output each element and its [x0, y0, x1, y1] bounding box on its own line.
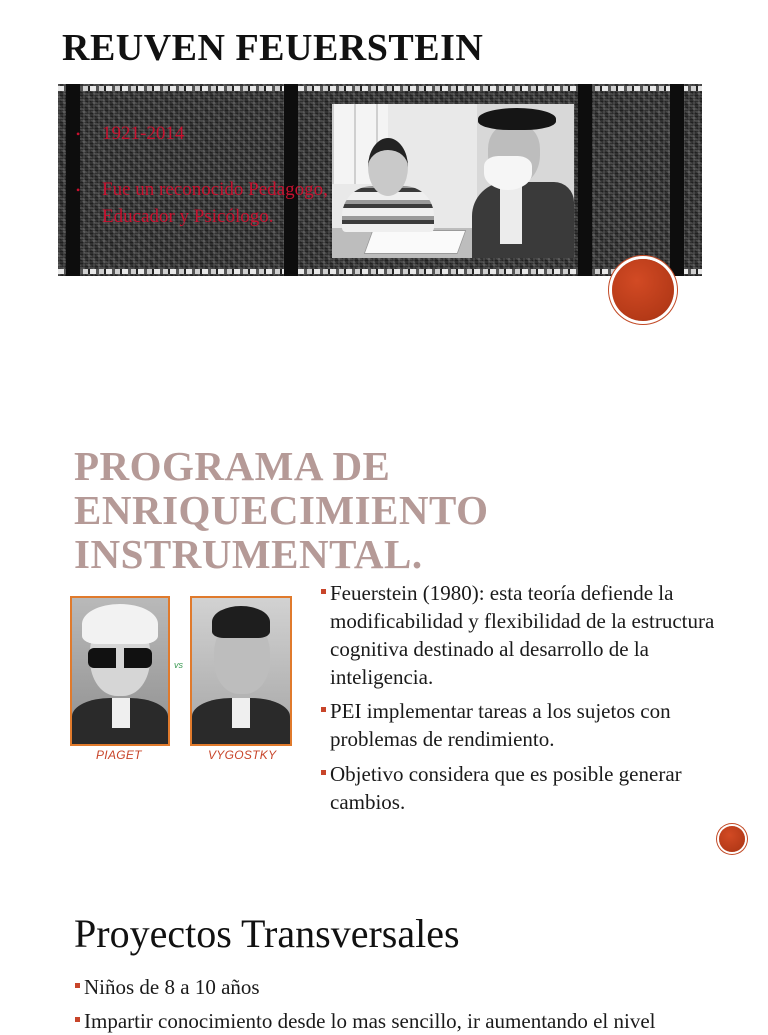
decorative-orange-circle: [612, 259, 674, 321]
bullet-square-icon: [321, 770, 326, 775]
slide1-bullet-description: [76, 176, 332, 230]
bullet-square-icon: [75, 1017, 80, 1022]
bullet-text: Niños de 8 a 10 años: [84, 975, 260, 999]
vs-label: vs: [174, 660, 183, 670]
bullet-text: Objetivo considera que es posible generar cambios.: [330, 762, 682, 814]
slide2-bullet: [330, 579, 730, 691]
bullet-text: 1921-2014: [102, 123, 185, 144]
bullet-text: Feuerstein (1980): esta teoría defiende la modificabilidad y flexibilidad de la estructura cognitiva destinado al desarrollo de la inteligencia.: [330, 581, 715, 689]
bullet-square-icon: [75, 983, 80, 988]
bullet-dot: •: [76, 183, 81, 197]
slide3-bullet: [84, 1007, 744, 1035]
bullet-text: Fue un reconocido Pedagogo, Educador y Psicólogo.: [102, 179, 328, 227]
slide3-title: Proyectos Transversales: [74, 911, 460, 956]
vygostky-caption: VYGOSTKY: [208, 748, 277, 762]
slide1-bullet-years: [76, 120, 185, 147]
bullet-square-icon: [321, 707, 326, 712]
slide2-bullet: [330, 697, 730, 753]
feuerstein-with-child-photo: [332, 104, 574, 258]
bullet-square-icon: [321, 589, 326, 594]
slide2-title: PROGRAMA DE ENRIQUECIMIENTO INSTRUMENTAL.: [74, 443, 489, 577]
band-bar: [670, 84, 684, 276]
band-bar: [578, 84, 592, 276]
film-strip-bottom: [58, 269, 702, 274]
piaget-portrait: [70, 596, 170, 746]
film-strip-top: [58, 86, 702, 91]
bullet-dot: •: [76, 127, 81, 141]
bullet-text: Impartir conocimiento desde lo mas sencillo, ir aumentando el nivel: [84, 1009, 656, 1033]
vygostky-portrait: [190, 596, 292, 746]
decorative-orange-circle-small: [719, 826, 745, 852]
slide3-bullet: [84, 973, 744, 1001]
bullet-text: PEI implementar tareas a los sujetos con problemas de rendimiento.: [330, 699, 671, 751]
piaget-caption: PIAGET: [96, 748, 142, 762]
slide1-title: REUVEN FEUERSTEIN: [62, 27, 484, 69]
slide2-bullet: [330, 760, 730, 816]
